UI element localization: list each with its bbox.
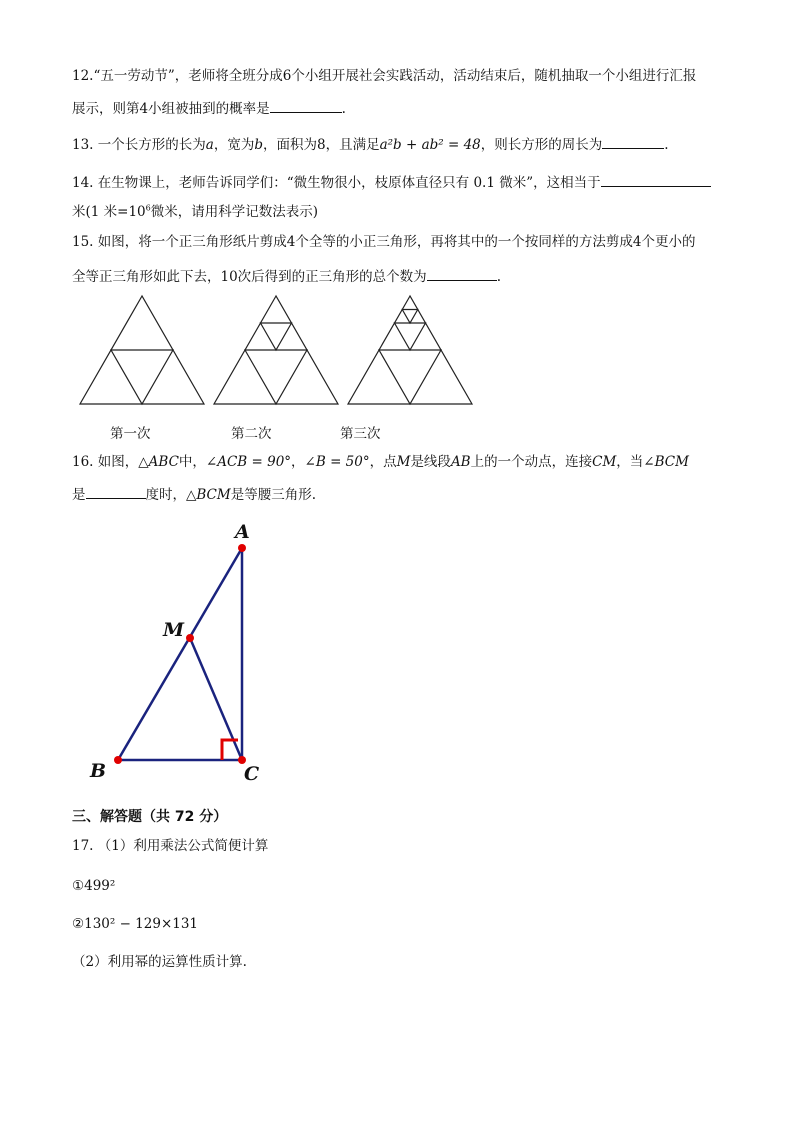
q13-b: b (254, 137, 263, 153)
q13-end: . (664, 137, 669, 153)
label-c: C (244, 763, 260, 785)
segment-mc (190, 638, 242, 760)
q16-line2-post: 是等腰三角形. (230, 487, 317, 503)
triangle-step-2 (214, 296, 338, 404)
triangle-step-1 (80, 296, 204, 404)
caption-step-2: 第二次 (231, 426, 272, 442)
q14-line2-pre: 米(1 米=10 (72, 204, 146, 220)
q13-mid2: ，面积为 (262, 137, 317, 153)
q16-line2 (72, 484, 316, 505)
segment-ab (118, 548, 242, 760)
point-m (186, 634, 194, 642)
q15-end: . (496, 269, 501, 285)
q12-text: 展示，则第4小组被抽到的概率是 (72, 101, 270, 117)
q13-mid3: ，且满足 (325, 137, 380, 153)
q13-mid1: ，宽为 (213, 137, 255, 153)
q16-segment-ab: AB (450, 454, 471, 470)
label-m: M (163, 619, 185, 641)
q16-line1 (72, 452, 689, 472)
q16-geometry-figure (0, 510, 794, 790)
q16-angle-b: ∠B = 50° (304, 454, 370, 470)
q16-mid5: 上的一个动点，连接 (470, 454, 593, 470)
caption-step-3: 第三次 (340, 426, 381, 442)
q14-line2-post: 微米，请用科学记数法表示) (150, 204, 319, 220)
q16-mid6: ，当 (616, 454, 644, 470)
q17-item1: ①499² (72, 878, 116, 894)
q14-text: 14. 在生物课上，老师告诉同学们：“微生物很小，枝原体直径只有 0.1 微米”，这相当于 (72, 175, 601, 191)
q14-exponent: 6 (145, 203, 151, 213)
q16-mid4: 是线段 (410, 454, 451, 470)
label-a: A (235, 521, 250, 543)
q12-line1: 12.“五一劳动节”，老师将全班分成6个小组开展社会实践活动，活动结束后，随机抽取一个小组进行汇报 (72, 68, 697, 84)
point-a (238, 544, 246, 552)
q16-mid2: ， (291, 454, 305, 470)
q13-equation: a²b + ab² = 48 (379, 137, 481, 153)
section-heading: 三、解答题（共 72 分） (72, 809, 228, 825)
q16-pre: 16. 如图， (72, 454, 139, 470)
q12-end: . (341, 101, 346, 117)
q16-answer-blank[interactable] (86, 484, 146, 499)
q17-item2: ②130² − 129×131 (72, 916, 199, 932)
q17-part2: （2）利用幂的运算性质计算. (72, 954, 247, 970)
q16-angle-bcm: ∠BCM (643, 454, 689, 470)
q15-text: 全等正三角形如此下去，10次后得到的正三角形的总个数为 (72, 269, 427, 285)
triangle-step-3 (348, 296, 472, 404)
q17-part1: 17. （1）利用乘法公式简便计算 (72, 838, 269, 854)
q16-line2-mid: 度时， (145, 487, 186, 503)
q16-mid1: 中， (178, 454, 206, 470)
q16-triangle: △ABC (138, 454, 179, 470)
q16-segment-cm: CM (592, 454, 617, 470)
q16-mid3: ，点 (369, 454, 397, 470)
label-b: B (90, 760, 107, 782)
q13-area: 8 (316, 137, 326, 153)
q16-line2-pre: 是 (72, 487, 86, 503)
point-b (114, 756, 122, 764)
caption-step-1: 第一次 (110, 426, 151, 442)
q15-line1: 15. 如图，将一个正三角形纸片剪成4个全等的小正三角形，再将其中的一个按同样的方法剪成4个更小的 (72, 234, 696, 250)
q16-angle-acb: ∠ACB = 90° (205, 454, 292, 470)
q13-a: a (205, 137, 214, 153)
q16-triangle-bcm: △BCM (186, 487, 231, 503)
q16-point-m: M (396, 454, 411, 470)
q13-post: ，则长方形的周长为 (480, 137, 603, 153)
q15-triangles-figure (0, 0, 794, 420)
q13-pre: 13. 一个长方形的长为 (72, 137, 206, 153)
